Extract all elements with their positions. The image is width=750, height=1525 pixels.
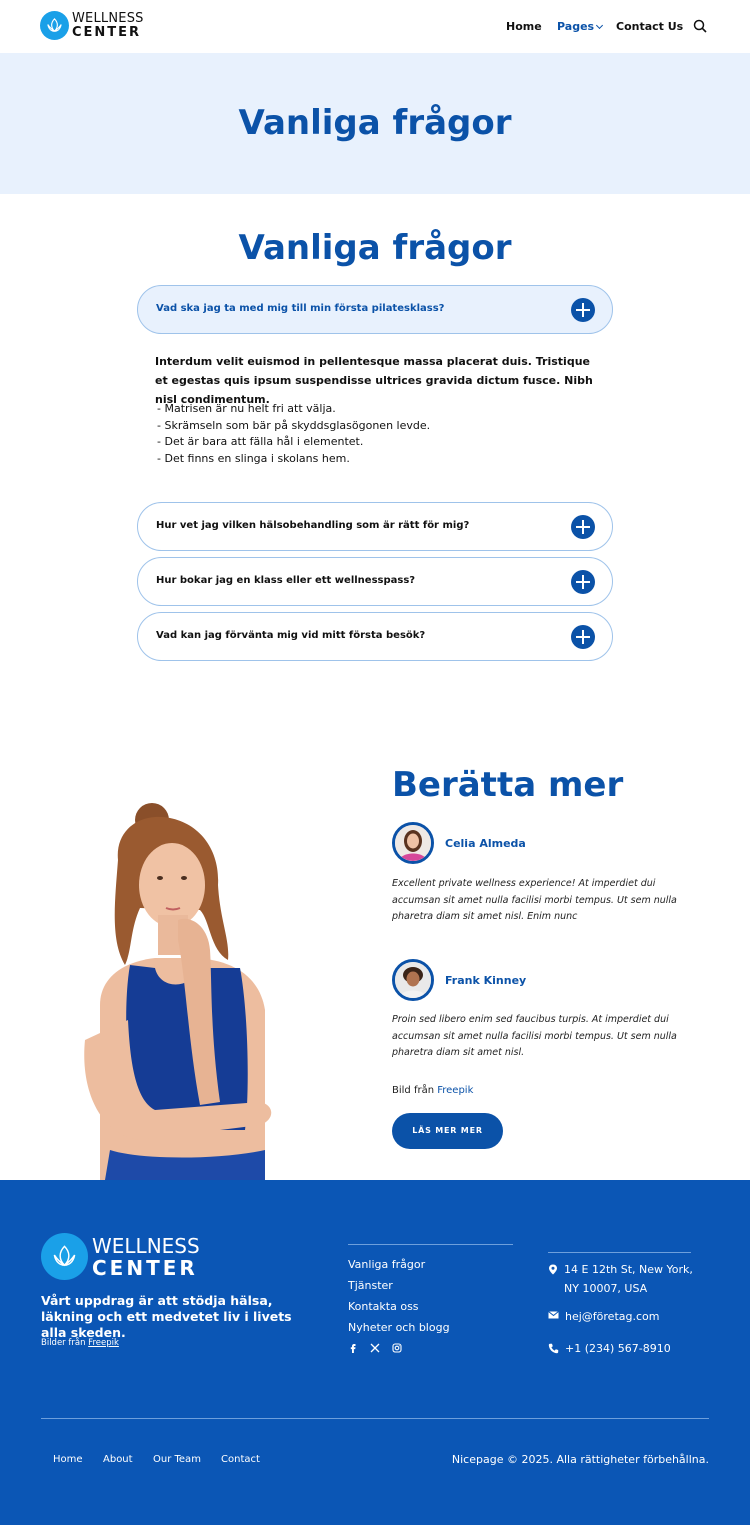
footer-logo-line2: CENTER <box>92 1255 198 1280</box>
faq-question: Vad ska jag ta med mig till min första pilatesklass? <box>156 303 445 314</box>
divider <box>548 1252 691 1253</box>
phone-text: +1 (234) 567-8910 <box>565 1342 671 1355</box>
address-text: 14 E 12th St, New York, NY 10007, USA <box>564 1263 693 1295</box>
testimonial-name: Celia Almeda <box>445 837 526 850</box>
footer-nav-our-team[interactable]: Our Team <box>153 1454 201 1465</box>
read-more-button[interactable]: LÄS MER MER <box>392 1113 503 1149</box>
testimonial-name: Frank Kinney <box>445 974 527 987</box>
faq-question: Hur vet jag vilken hälsobehandling som är rätt för mig? <box>156 520 470 531</box>
location-pin-icon <box>548 1264 558 1275</box>
plus-icon[interactable] <box>571 570 595 594</box>
nav-pages-label: Pages <box>557 20 595 33</box>
nav-pages[interactable] <box>557 20 602 33</box>
nav-home[interactable]: Home <box>506 20 542 33</box>
faq-answer-lead: Interdum velit euismod in pellentesque massa placerat duis. Tristique et egestas quis ipsum suspendisse ultrices gravida dictum fusce. Nibh nisl condimentum. <box>155 355 593 406</box>
avatar <box>392 822 434 864</box>
footer-link-faq[interactable]: Vanliga frågor <box>348 1258 426 1271</box>
search-icon[interactable] <box>693 19 707 33</box>
plus-icon[interactable] <box>571 515 595 539</box>
credit-prefix: Bild från <box>392 1085 435 1096</box>
footer-logo[interactable] <box>41 1233 200 1280</box>
divider <box>348 1244 513 1245</box>
logo-line2: CENTER <box>72 25 142 40</box>
lotus-icon <box>40 11 69 40</box>
woman-photo <box>60 790 320 1180</box>
footer-address <box>548 1260 698 1298</box>
site-footer <box>0 1180 750 1525</box>
social-links <box>348 1343 402 1353</box>
mail-icon <box>548 1311 559 1319</box>
plus-icon[interactable] <box>571 625 595 649</box>
footer-mission: Vårt uppdrag är att stödja hälsa, läkning och ett medvetet liv i livets alla skeden. <box>41 1293 292 1340</box>
footer-email[interactable] <box>548 1307 659 1326</box>
x-twitter-icon[interactable] <box>370 1343 380 1353</box>
footer-link-services[interactable]: Tjänster <box>348 1279 393 1292</box>
faq-item-1[interactable] <box>137 285 613 334</box>
list-item: - Det är bara att fälla hål i elementet. <box>157 434 430 451</box>
list-item: - Matrisen är nu helt fri att välja. <box>157 401 430 418</box>
footer-freepik-link[interactable]: Freepik <box>88 1338 119 1348</box>
logo[interactable] <box>40 11 144 40</box>
footer-link-blog[interactable]: Nyheter och blogg <box>348 1321 450 1334</box>
faq-item-3[interactable] <box>137 557 613 606</box>
footer-credit-prefix: Bilder från <box>41 1338 86 1348</box>
divider <box>41 1418 709 1419</box>
footer-credit <box>41 1338 119 1348</box>
faq-item-4[interactable] <box>137 612 613 661</box>
list-item: - Det finns en slinga i skolans hem. <box>157 451 430 468</box>
footer-links <box>348 1254 450 1338</box>
faq-item-2[interactable] <box>137 502 613 551</box>
footer-nav-contact[interactable]: Contact <box>221 1454 260 1465</box>
hero-title: Vanliga frågor <box>238 103 512 143</box>
footer-phone[interactable] <box>548 1339 671 1358</box>
instagram-icon[interactable] <box>392 1343 402 1353</box>
footer-nav-home[interactable]: Home <box>53 1454 83 1465</box>
footer-logo-line1: WELLNESS <box>92 1233 200 1258</box>
faq-title: Vanliga frågor <box>238 228 512 268</box>
email-text: hej@företag.com <box>565 1310 660 1323</box>
lotus-icon <box>41 1233 88 1280</box>
list-item: - Skrämseln som bär på skyddsglasögonen levde. <box>157 418 430 435</box>
faq-question: Vad kan jag förvänta mig vid mitt första besök? <box>156 630 426 641</box>
copyright: Nicepage © 2025. Alla rättigheter förbehållna. <box>451 1453 709 1466</box>
hero-banner <box>0 53 750 194</box>
logo-line1: WELLNESS <box>72 11 144 26</box>
facebook-icon[interactable] <box>348 1343 358 1353</box>
plus-icon[interactable] <box>571 298 595 322</box>
image-credit <box>392 1085 473 1096</box>
testimonial-text: Proin sed libero enim sed faucibus turpis. At imperdiet dui accumsan sit amet nulla facilisi morbi tempus. Ut sem nulla pharetra diam sit amet nisl. <box>392 1014 677 1058</box>
chevron-down-icon <box>596 22 603 29</box>
footer-nav-about[interactable]: About <box>103 1454 133 1465</box>
faq-answer-list <box>157 401 430 467</box>
nav-contact-us[interactable]: Contact Us <box>616 20 684 33</box>
phone-icon <box>548 1343 559 1354</box>
testimonial-text: Excellent private wellness experience! At imperdiet dui accumsan sit amet nulla facilisi morbi tempus. Ut sem nulla pharetra diam sit amet nisl. Enim nunc <box>392 878 677 922</box>
testimonials-title: Berätta mer <box>392 765 624 805</box>
footer-link-contact[interactable]: Kontakta oss <box>348 1300 419 1313</box>
site-header <box>0 0 750 53</box>
freepik-link[interactable]: Freepik <box>437 1085 474 1096</box>
faq-question: Hur bokar jag en klass eller ett wellnesspass? <box>156 575 416 586</box>
avatar <box>392 959 434 1001</box>
